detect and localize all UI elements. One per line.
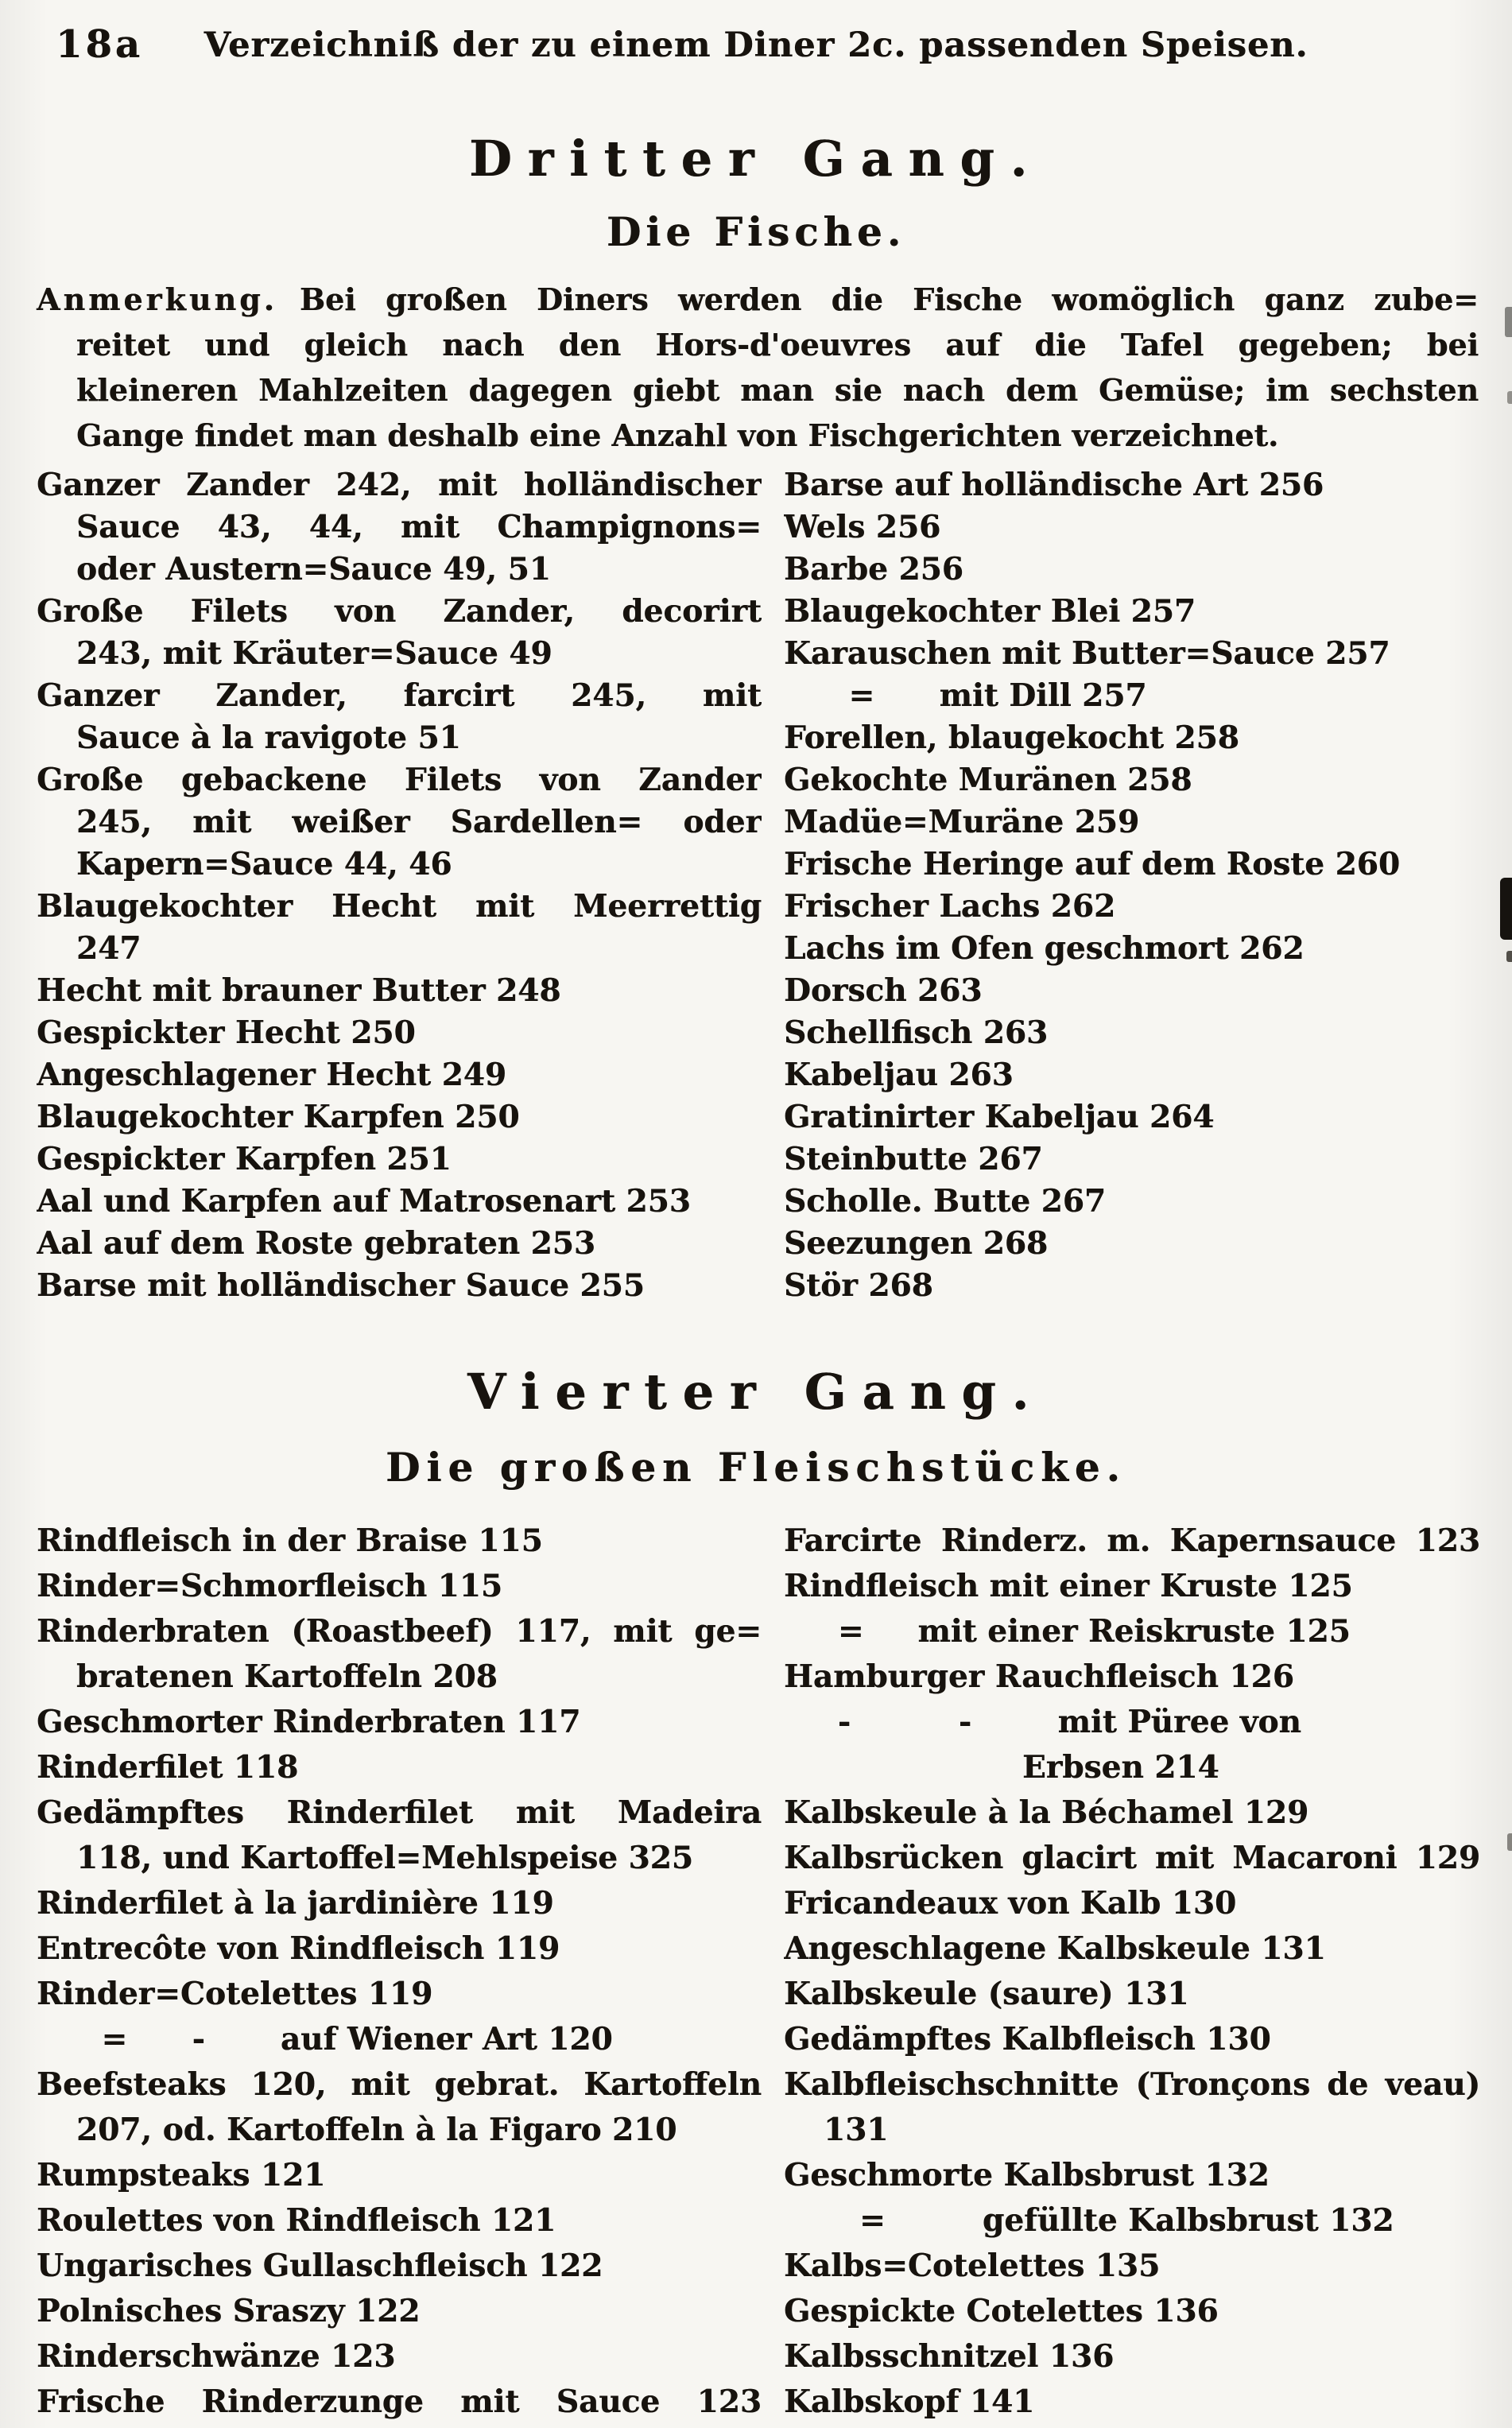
note-line: kleineren Mahlzeiten dagegen giebt man sie nach dem Gemüse; im sechsten xyxy=(76,372,1479,408)
index-entry-line: Rinderfilet à la jardinière 119 xyxy=(37,1885,554,1922)
index-entry-line: Hamburger Rauchfleisch 126 xyxy=(784,1658,1294,1695)
fish-index-columns xyxy=(37,464,1480,1307)
index-entry-line: Stör 268 xyxy=(784,1267,933,1304)
index-entry-line: Kalbfleischschnitte (Tronçons de veau) xyxy=(784,2066,1480,2103)
index-entry-line: Gespickter Hecht 250 xyxy=(37,1014,416,1051)
index-entry-line: Rindfleisch mit einer Kruste 125 xyxy=(784,1568,1353,1604)
page-number: 18a xyxy=(56,22,143,67)
index-entry-line: Frischer Lachs 262 xyxy=(784,888,1116,925)
index-entry-line: Kalbsschnitzel 136 xyxy=(784,2338,1115,2375)
index-entry-line: Blaugekochter Karpfen 250 xyxy=(37,1099,520,1135)
index-entry-line: Rinder=Schmorfleisch 115 xyxy=(37,1568,503,1604)
index-entry-line: Seezungen 268 xyxy=(784,1225,1049,1262)
index-entry-line: Schellfisch 263 xyxy=(784,1014,1049,1051)
scan-artifact xyxy=(1506,951,1512,962)
index-entry-line: = gefüllte Kalbsbrust 132 xyxy=(784,2202,1394,2239)
course-subheading-die-fische: Die Fische. xyxy=(606,208,906,255)
index-entry-line: Kabeljau 263 xyxy=(784,1057,1014,1093)
index-entry-line: Angeschlagene Kalbskeule 131 xyxy=(784,1930,1326,1967)
index-entry-line: 247 xyxy=(76,930,142,967)
course-heading-vierter-gang: Vierter Gang. xyxy=(467,1363,1045,1421)
fish-column-left xyxy=(37,464,762,1307)
index-entry-line: 118, und Kartoffel=Mehlspeise 325 xyxy=(76,1840,693,1876)
index-entry-line: = mit Dill 257 xyxy=(784,677,1147,714)
index-entry-line: Geschmorter Rinderbraten 117 xyxy=(37,1704,581,1740)
index-entry-line: Kalbskeule à la Béchamel 129 xyxy=(784,1794,1309,1831)
index-entry-line: Dorsch 263 xyxy=(784,972,983,1009)
page-title: Verzeichniß der zu einem Diner 2c. passenden Speisen. xyxy=(204,25,1308,65)
scan-artifact xyxy=(1507,1833,1512,1851)
index-entry-line: Barse mit holländischer Sauce 255 xyxy=(37,1267,645,1304)
index-entry-line: Ungarisches Gullaschfleisch 122 xyxy=(37,2248,603,2284)
index-entry-line: Aal auf dem Roste gebraten 253 xyxy=(37,1225,595,1262)
index-entry-line: Gespickte Cotelettes 136 xyxy=(784,2293,1219,2329)
course-subheading-fleischstuecke: Die großen Fleischstücke. xyxy=(386,1444,1126,1491)
index-entry-line: Sauce à la ravigote 51 xyxy=(76,719,461,756)
index-entry-line: Gedämpftes Kalbfleisch 130 xyxy=(784,2021,1271,2058)
note-line: Gange findet man deshalb eine Anzahl von Fischgerichten verzeichnet. xyxy=(76,417,1279,453)
scan-artifact xyxy=(1505,307,1512,337)
scan-artifact xyxy=(1507,391,1512,404)
note-line: reitet und gleich nach den Hors-d'oeuvres auf die Tafel gegeben; bei xyxy=(76,327,1479,363)
index-entry-line: Frische Heringe auf dem Roste 260 xyxy=(784,846,1400,882)
index-entry-line: Gratinirter Kabeljau 264 xyxy=(784,1099,1215,1135)
index-entry-line: Aal und Karpfen auf Matrosenart 253 xyxy=(37,1183,691,1220)
index-entry-line: Große gebackene Filets von Zander xyxy=(37,762,762,798)
note-paragraph xyxy=(37,277,1479,458)
index-entry-line: Entrecôte von Rindfleisch 119 xyxy=(37,1930,560,1967)
index-entry-line: 245, mit weißer Sardellen= oder xyxy=(76,804,762,840)
index-entry-line: Blaugekochter Blei 257 xyxy=(784,593,1196,630)
note-line xyxy=(37,277,1479,322)
index-entry-line: Blaugekochter Hecht mit Meerrettig xyxy=(37,888,762,925)
index-entry-line: Rinder=Cotelettes 119 xyxy=(37,1976,433,2012)
index-entry-line: Gedämpftes Rinderfilet mit Madeira xyxy=(37,1794,762,1831)
index-entry-line: bratenen Kartoffeln 208 xyxy=(76,1658,498,1695)
index-entry-line: Steinbutte 267 xyxy=(784,1141,1043,1177)
index-entry-line: Beefsteaks 120, mit gebrat. Kartoffeln xyxy=(37,2066,762,2103)
index-entry-line: Lachs im Ofen geschmort 262 xyxy=(784,930,1305,967)
index-entry-line: Hecht mit brauner Butter 248 xyxy=(37,972,561,1009)
index-entry-line: Farcirte Rinderz. m. Kapernsauce 123 xyxy=(784,1522,1480,1559)
index-entry-line: Rindfleisch in der Braise 115 xyxy=(37,1522,543,1559)
index-entry-line: Kalbskopf 141 xyxy=(784,2383,1035,2420)
index-entry-line: Roulettes von Rindfleisch 121 xyxy=(37,2202,556,2239)
index-entry-line: Angeschlagener Hecht 249 xyxy=(37,1057,506,1093)
index-entry-line: 207, od. Kartoffeln à la Figaro 210 xyxy=(76,2112,677,2148)
index-entry-line: 131 xyxy=(824,2112,889,2148)
index-entry-line: Große Filets von Zander, decorirt xyxy=(37,593,762,630)
index-entry-line: Rinderschwänze 123 xyxy=(37,2338,396,2375)
note-label: Anmerkung. xyxy=(37,281,277,317)
index-entry-line: = - auf Wiener Art 120 xyxy=(37,2021,613,2058)
index-entry-line: Scholle. Butte 267 xyxy=(784,1183,1107,1220)
index-entry-line: Barse auf holländische Art 256 xyxy=(784,467,1324,503)
course-heading-dritter-gang: Dritter Gang. xyxy=(468,130,1043,188)
index-entry-line: Frische Rinderzunge mit Sauce 123 xyxy=(37,2383,762,2420)
index-entry-line: Madüe=Muräne 259 xyxy=(784,804,1140,840)
index-entry-line: Kalbskeule (saure) 131 xyxy=(784,1976,1189,2012)
index-entry-line: Polnisches Sraszy 122 xyxy=(37,2293,421,2329)
index-entry-line: Rinderbraten (Roastbeef) 117, mit ge= xyxy=(37,1613,762,1650)
index-entry-line: Forellen, blaugekocht 258 xyxy=(784,719,1239,756)
scan-artifact xyxy=(1500,878,1512,940)
index-entry-line: Gekochte Muränen 258 xyxy=(784,762,1192,798)
index-entry-line: Ganzer Zander 242, mit holländischer xyxy=(37,467,762,503)
index-entry-line: Kalbs=Cotelettes 135 xyxy=(784,2248,1161,2284)
index-entry-line: Ganzer Zander, farcirt 245, mit xyxy=(37,677,762,714)
meat-index-columns xyxy=(37,1518,1480,2425)
meat-column-right xyxy=(784,1518,1480,2425)
index-entry-line: Erbsen 214 xyxy=(1022,1749,1219,1786)
index-entry-line: Rinderfilet 118 xyxy=(37,1749,299,1786)
index-entry-line: oder Austern=Sauce 49, 51 xyxy=(76,551,551,588)
meat-column-left xyxy=(37,1518,762,2425)
index-entry-line: Barbe 256 xyxy=(784,551,963,588)
index-entry-line: Geschmorte Kalbsbrust 132 xyxy=(784,2157,1270,2193)
index-entry-line: 243, mit Kräuter=Sauce 49 xyxy=(76,635,552,672)
index-entry-line: Wels 256 xyxy=(784,509,941,545)
index-entry-line: = mit einer Reiskruste 125 xyxy=(784,1613,1351,1650)
index-entry-line: Rumpsteaks 121 xyxy=(37,2157,326,2193)
index-entry-line: - - mit Püree von xyxy=(784,1704,1301,1740)
index-entry-line: Gespickter Karpfen 251 xyxy=(37,1141,452,1177)
index-entry-line: Sauce 43, 44, mit Champignons= xyxy=(76,509,762,545)
index-entry-line: Kalbsrücken glacirt mit Macaroni 129 xyxy=(784,1840,1480,1876)
index-entry-line: Kapern=Sauce 44, 46 xyxy=(76,846,452,882)
note-text: Bei großen Diners werden die Fische womöglich ganz zube= xyxy=(299,281,1479,317)
index-entry-line: Karauschen mit Butter=Sauce 257 xyxy=(784,635,1390,672)
fish-column-right xyxy=(784,464,1480,1307)
index-entry-line: Fricandeaux von Kalb 130 xyxy=(784,1885,1237,1922)
